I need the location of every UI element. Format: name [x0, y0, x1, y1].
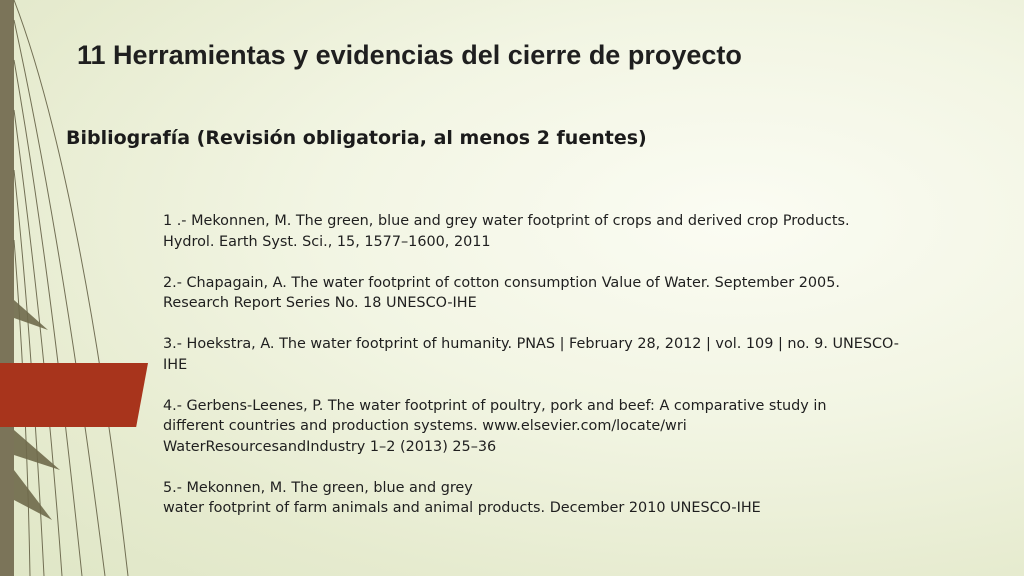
slide-title: 11 Herramientas y evidencias del cierre de proyecto — [77, 40, 742, 70]
slide-subtitle: Bibliografía (Revisión obligatoria, al menos 2 fuentes) — [66, 127, 647, 149]
decorative-lines — [0, 0, 140, 576]
reference-item: 1 .- Mekonnen, M. The green, blue and grey water footprint of crops and derived crop Products. Hydrol. Earth Syst. Sci., 15, 1577–1600, 2011 — [163, 213, 850, 250]
reference-item: 4.- Gerbens-Leenes, P. The water footprint of poultry, pork and beef: A comparative study in different countries and production systems. www.elsevier.com/locate/wri WaterResourcesandIndustry 1–2 (2013) 25–36 — [163, 397, 827, 455]
reference-item: 5.- Mekonnen, M. The green, blue and grey water footprint of farm animals and animal products. December 2010 UNESCO-IHE — [163, 479, 761, 516]
accent-arrow-shape — [0, 363, 148, 427]
reference-item: 2.- Chapagain, A. The water footprint of cotton consumption Value of Water. September 2005. Research Report Series No. 18 UNESCO-IHE — [163, 274, 840, 311]
bibliography-list — [163, 211, 993, 539]
reference-item: 3.- Hoekstra, A. The water footprint of humanity. PNAS | February 28, 2012 | vol. 109 | no. 9. UNESCO- IHE — [163, 336, 899, 373]
